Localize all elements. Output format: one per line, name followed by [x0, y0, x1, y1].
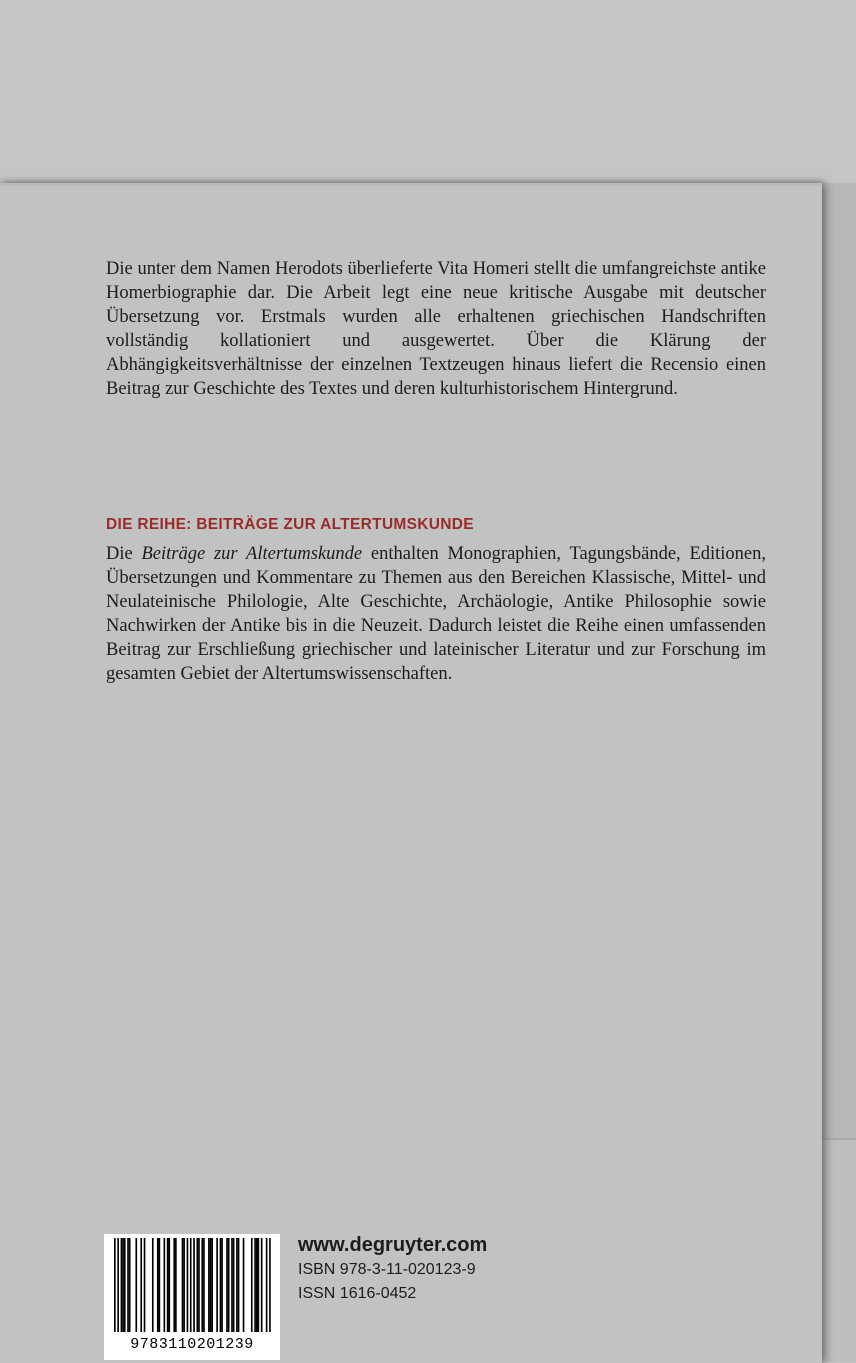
barcode-bar	[152, 1238, 154, 1332]
barcode-bar	[226, 1238, 228, 1332]
barcode-bar	[238, 1238, 240, 1332]
barcode-bar	[114, 1238, 116, 1332]
barcode-bar	[168, 1238, 170, 1332]
barcode-bar	[124, 1238, 126, 1332]
barcode-bar	[254, 1238, 256, 1332]
barcode-bars	[114, 1238, 271, 1332]
barcode-bar	[251, 1238, 253, 1332]
barcode-bar	[269, 1238, 271, 1332]
barcode-bar	[117, 1238, 119, 1332]
barcode-bar	[157, 1238, 159, 1332]
barcode-bar	[140, 1238, 142, 1332]
barcode-bar	[167, 1238, 169, 1332]
barcode-bar	[198, 1238, 200, 1332]
barcode-bar	[122, 1238, 124, 1332]
barcode-bar	[220, 1238, 222, 1332]
barcode-digits: 9783110201239	[130, 1336, 254, 1353]
barcode-bar	[193, 1238, 195, 1332]
barcode-bar	[221, 1238, 223, 1332]
barcode-bar	[236, 1238, 238, 1332]
barcode-bar	[203, 1238, 205, 1332]
barcode-bar	[258, 1238, 260, 1332]
blurb-paragraph: Die unter dem Namen Herodots überlieferte Vita Homeri stellt die umfangreichste antike Homerbiographie dar. Die Arbeit legt eine neue kritische Ausgabe mit deutscher Übersetzung vor. Erstmals wurden alle erhaltenen griechischen Handschriften vollständig kollationiert und ausgewertet. Über die Klärung der Abhängigkeitsverhältnisse der einzelnen Textzeugen hinaus liefert die Recensio einen Beitrag zur Geschichte des Textes und deren kulturhistorischem Hintergrund.	[106, 259, 766, 399]
barcode-bar	[208, 1238, 210, 1332]
series-body-text: enthalten Monographien, Tagungsbände, Editionen, Übersetzungen und Kommentare zu Themen aus den Bereichen Klassische, Mittel- und Neulateinische Philologie, Alte Geschichte, Archäologie, Antike Philosophie sowie Nachwirken der Antike bis in die Neuzeit. Dadurch leistet die Reihe einen umfassenden Beitrag zur Erschließung griechischer und lateinischer Literatur und zur Forschung im gesamten Gebiet der Altertumswissenschaften.	[106, 544, 766, 684]
barcode-bar	[190, 1238, 192, 1332]
publisher-info	[298, 1232, 487, 1306]
barcode-bar	[175, 1238, 177, 1332]
barcode-bar	[135, 1238, 137, 1332]
barcode-bar	[159, 1238, 161, 1332]
barcode-bar	[121, 1238, 123, 1332]
series-heading: DIE REIHE: BEITRÄGE ZUR ALTERTUMSKUNDE	[106, 516, 474, 533]
isbn-number: ISBN 978-3-11-020123-9	[298, 1261, 476, 1278]
barcode-bar	[210, 1238, 212, 1332]
background-right-strip	[822, 183, 856, 1360]
barcode-bar	[228, 1238, 230, 1332]
background-right-step	[822, 1138, 856, 1362]
barcode-bar	[144, 1238, 146, 1332]
barcode-bar	[233, 1238, 235, 1332]
publisher-website: www.degruyter.com	[298, 1234, 488, 1256]
issn-number: ISSN 1616-0452	[298, 1285, 417, 1302]
barcode-bar	[183, 1238, 185, 1332]
barcode-bar	[243, 1238, 245, 1332]
barcode-bar	[173, 1238, 175, 1332]
barcode-bar	[256, 1238, 258, 1332]
barcode-bar	[197, 1238, 199, 1332]
series-title-italic: Beiträge zur Altertumskunde	[141, 544, 363, 564]
series-paragraph	[106, 542, 766, 686]
barcode-bar	[231, 1238, 233, 1332]
barcode-bar	[129, 1238, 131, 1332]
background-top-band	[0, 0, 856, 183]
barcode-bar	[187, 1238, 189, 1332]
barcode	[104, 1234, 280, 1360]
barcode-bar	[211, 1238, 213, 1332]
barcode-bar	[266, 1238, 268, 1332]
barcode-graphic	[104, 1234, 280, 1360]
barcode-bar	[216, 1238, 218, 1332]
barcode-bar	[201, 1238, 203, 1332]
barcode-bar	[261, 1238, 263, 1332]
barcode-bar	[127, 1238, 129, 1332]
series-body-prefix: Die	[106, 544, 142, 564]
barcode-bar	[164, 1238, 166, 1332]
barcode-bar	[182, 1238, 184, 1332]
